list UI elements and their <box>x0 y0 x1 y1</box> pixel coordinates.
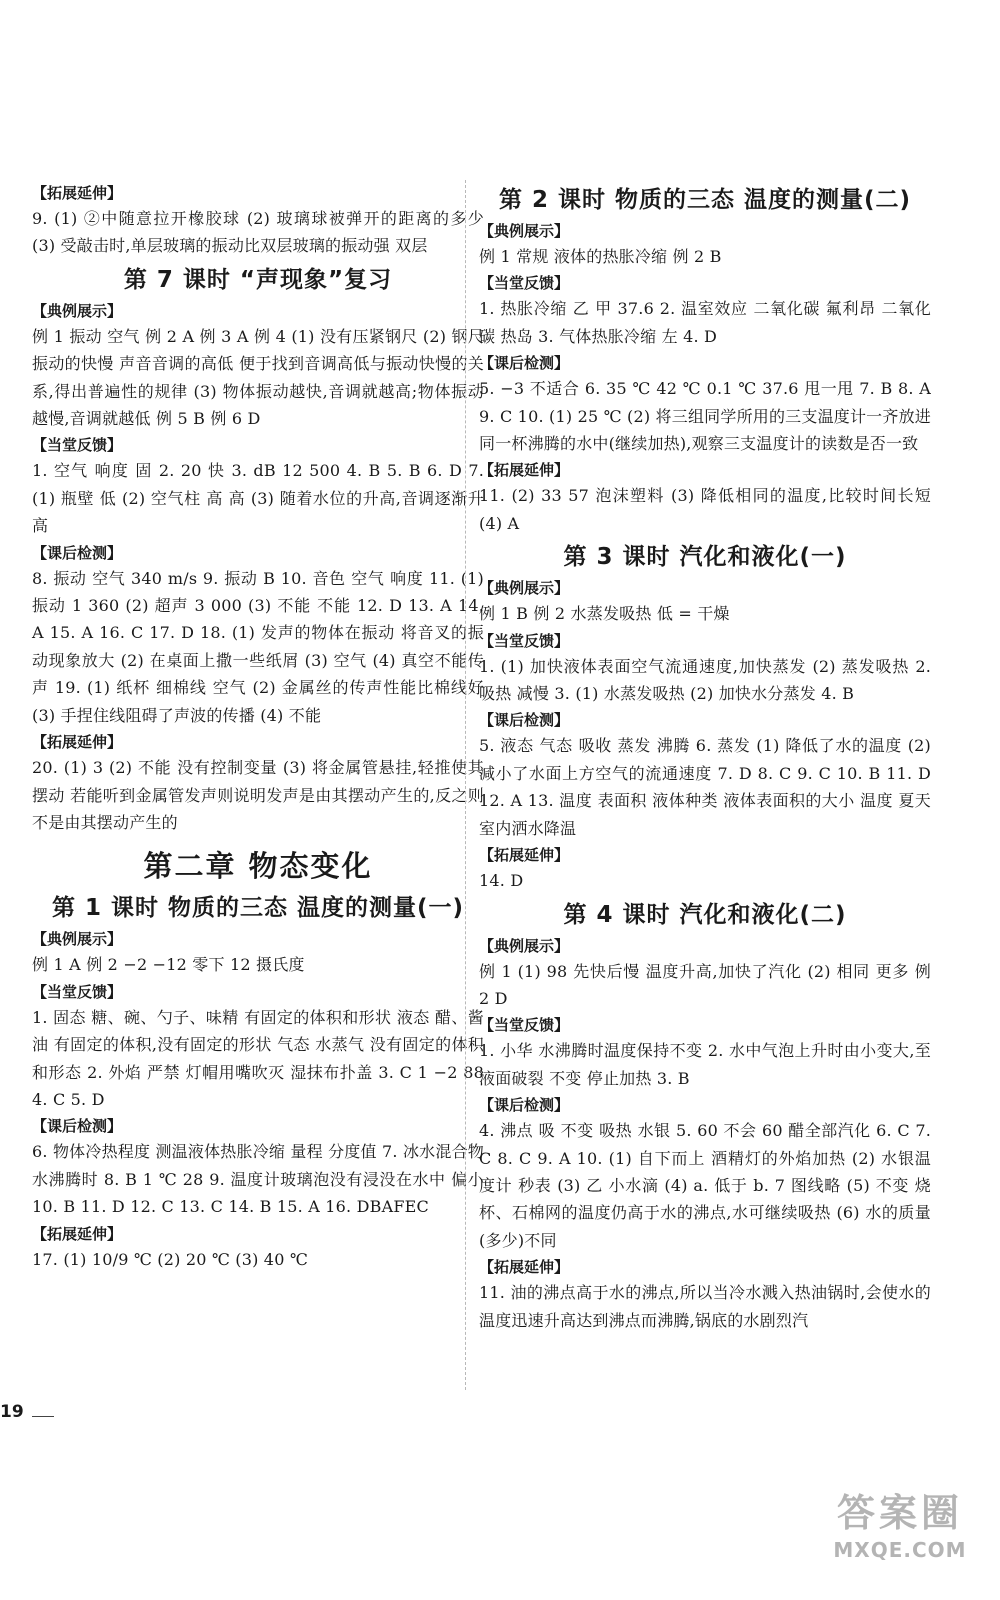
answer-text: 1. (1) 加快液体表面空气流通速度,加快蒸发 (2) 蒸发吸热 2. 吸热 减慢 3. (1) 水蒸发吸热 (2) 加快水分蒸发 4. B <box>479 656 931 704</box>
answer-text: 17. (1) 10/9 ℃ (2) 20 ℃ (3) 40 ℃ <box>32 1249 308 1269</box>
section-label: 【典例展示】 <box>32 930 123 949</box>
answer-text: 8. 振动 空气 340 m/s 9. 振动 B 10. 音色 空气 响度 11. (1) 振动 1 360 (2) 超声 3 000 (3) 不能 不能 12. D 13. A 14. A 15. A 16. C 17. D 18. (1) 发声的物体在振动 将音叉的振动现象放大 (2) 在桌面上撒一些纸屑 (3) 空气 (4) 真空不能传声 19. (1) 纸杯 细棉线 空气 (2) 金属丝的传声性能比棉线好 (3) 手捏住线阻碍了声波的传播 (4) 不能 <box>32 568 484 725</box>
column-divider <box>465 180 466 1390</box>
answer-text: 11. (2) 33 57 泡沫塑料 (3) 降低相同的温度,比较时间长短 (4) A <box>479 486 931 533</box>
answer-text: 14. D <box>479 871 524 891</box>
lesson-title: 第 2 课时 物质的三态 温度的测量(二) <box>498 187 912 213</box>
section-label: 【典例展示】 <box>32 301 123 320</box>
section-label: 【课后检测】 <box>479 1096 570 1115</box>
answer-text: 9. (1) ②中随意拉开橡胶球 (2) 玻璃球被弹开的距离的多少 (3) 受敲击时,单层玻璃的振动比双层玻璃的振动强 双层 <box>32 209 484 256</box>
section-label: 【拓展延伸】 <box>479 461 570 480</box>
section-label: 【当堂反馈】 <box>479 1016 570 1035</box>
answer-text: 5. −3 不适合 6. 35 ℃ 42 ℃ 0.1 ℃ 37.6 甩一甩 7. B 8. A 9. C 10. (1) 25 ℃ (2) 将三组同学所用的三支温度计一齐放进同一杯沸腾的水中(继续加热),观察三支温度计的读数是否一致 <box>479 379 931 454</box>
page-number-rule <box>32 1416 54 1417</box>
section-label: 【典例展示】 <box>479 579 570 598</box>
section-label: 【拓展延伸】 <box>32 1224 123 1243</box>
answer-text: 1. 空气 响度 固 2. 20 快 3. dB 12 500 4. B 5. B 6. D 7. (1) 瓶壁 低 (2) 空气柱 高 高 (3) 随着水位的升高,音调逐渐升高 <box>32 461 484 536</box>
lesson-title: 第 7 课时 “声现象”复习 <box>123 266 393 293</box>
answer-text: 20. (1) 3 (2) 不能 没有控制变量 (3) 将金属管悬挂,轻推使其摆动 若能听到金属管发声则说明发声是由其摆动产生的,反之则不是由其摆动产生的 <box>32 758 484 832</box>
section-label: 【当堂反馈】 <box>32 982 123 1001</box>
answer-text: 6. 物体冷热程度 测温液体热胀冷缩 量程 分度值 7. 冰水混合物 水沸腾时 8. B 1 ℃ 28 9. 温度计玻璃泡没有浸没在水中 偏小 10. B 11. D 12. C 13. C 14. B 15. A 16. DBAFEC <box>32 1142 484 1217</box>
section-label: 【拓展延伸】 <box>479 846 570 865</box>
section-label: 【拓展延伸】 <box>32 184 123 202</box>
section-label: 【当堂反馈】 <box>32 436 123 455</box>
section-label: 【拓展延伸】 <box>479 1258 570 1277</box>
section-label: 【课后检测】 <box>479 354 570 373</box>
answer-text: 例 1 A 例 2 −2 −12 零下 12 摄氏度 <box>32 955 305 975</box>
section-label: 【拓展延伸】 <box>32 733 123 752</box>
section-label: 【当堂反馈】 <box>479 274 570 293</box>
answer-text: 例 1 (1) 98 先快后慢 温度升高,加快了汽化 (2) 相同 更多 例 2 D <box>479 961 931 1008</box>
answer-text: 1. 小华 水沸腾时温度保持不变 2. 水中气泡上升时由小变大,至液面破裂 不变 停止加热 3. B <box>479 1041 931 1088</box>
watermark-logo: 答案圈 <box>836 1491 963 1535</box>
lesson-title: 第 1 课时 物质的三态 温度的测量(一) <box>51 895 465 922</box>
section-label: 【当堂反馈】 <box>479 631 570 650</box>
section-label: 【课后检测】 <box>479 711 570 730</box>
watermark <box>810 1488 990 1588</box>
answer-text: 例 1 振动 空气 例 2 A 例 3 A 例 4 (1) 没有压紧钢尺 (2) 钢尺振动的快慢 声音音调的高低 便于找到音调高低与振动快慢的关系,得出普遍性的规律 (3) 物体振动越快,音调就越高;物体振动越慢,音调就越低 例 5 B 例 6 D <box>32 326 484 429</box>
answer-text: 1. 热胀冷缩 乙 甲 37.6 2. 温室效应 二氧化碳 氟利昂 二氧化碳 热岛 3. 气体热胀冷缩 左 4. D <box>479 299 931 346</box>
answer-text: 例 1 常规 液体的热胀冷缩 例 2 B <box>479 247 722 266</box>
answer-text: 例 1 B 例 2 水蒸发吸热 低 = 干燥 <box>479 604 730 624</box>
answer-text: 11. 油的沸点高于水的沸点,所以当冷水溅入热油锅时,会使水的温度迅速升高达到沸点而沸腾,锅底的水剧烈汽 <box>479 1283 931 1330</box>
lesson-title: 第 3 课时 汽化和液化(一) <box>563 544 847 571</box>
section-label: 【课后检测】 <box>32 543 123 562</box>
section-label: 【典例展示】 <box>479 222 570 240</box>
page-number: 19 <box>0 1402 24 1422</box>
right-column <box>479 180 931 1334</box>
answer-text: 5. 液态 气态 吸收 蒸发 沸腾 6. 蒸发 (1) 降低了水的温度 (2) 减小了水面上方空气的流通速度 7. D 8. C 9. C 10. B 11. D 12. A 13. 温度 表面积 液体种类 液体表面积的大小 温度 夏天室内洒水降温 <box>479 736 931 838</box>
watermark-url: MXQE.COM <box>833 1538 967 1562</box>
answer-text: 1. 固态 糖、碗、勺子、味精 有固定的体积和形状 液态 醋、酱油 有固定的体积,没有固定的形状 气态 水蒸气 没有固定的体积和形态 2. 外焰 严禁 灯帽用嘴吹灭 湿抹布扑盖 3. C 1 −2 88 4. C 5. D <box>32 1007 484 1109</box>
answer-text: 4. 沸点 吸 不变 吸热 水银 5. 60 不会 60 醋全部汽化 6. C 7. C 8. C 9. A 10. (1) 自下而上 酒精灯的外焰加热 (2) 水银温度计 秒表 (3) 乙 小水滴 (4) a. 低于 b. 7 图线略 (5) 不变 烧杯、石棉网的温度仍高于水的沸点,水可继续吸热 (6) 水的质量(多少)不同 <box>479 1121 931 1250</box>
section-label: 【典例展示】 <box>479 936 570 955</box>
lesson-title: 第 4 课时 汽化和液化(二) <box>563 901 847 928</box>
left-column <box>32 180 484 1273</box>
section-label: 【课后检测】 <box>32 1117 123 1136</box>
chapter-title: 第二章 物态变化 <box>143 849 373 884</box>
